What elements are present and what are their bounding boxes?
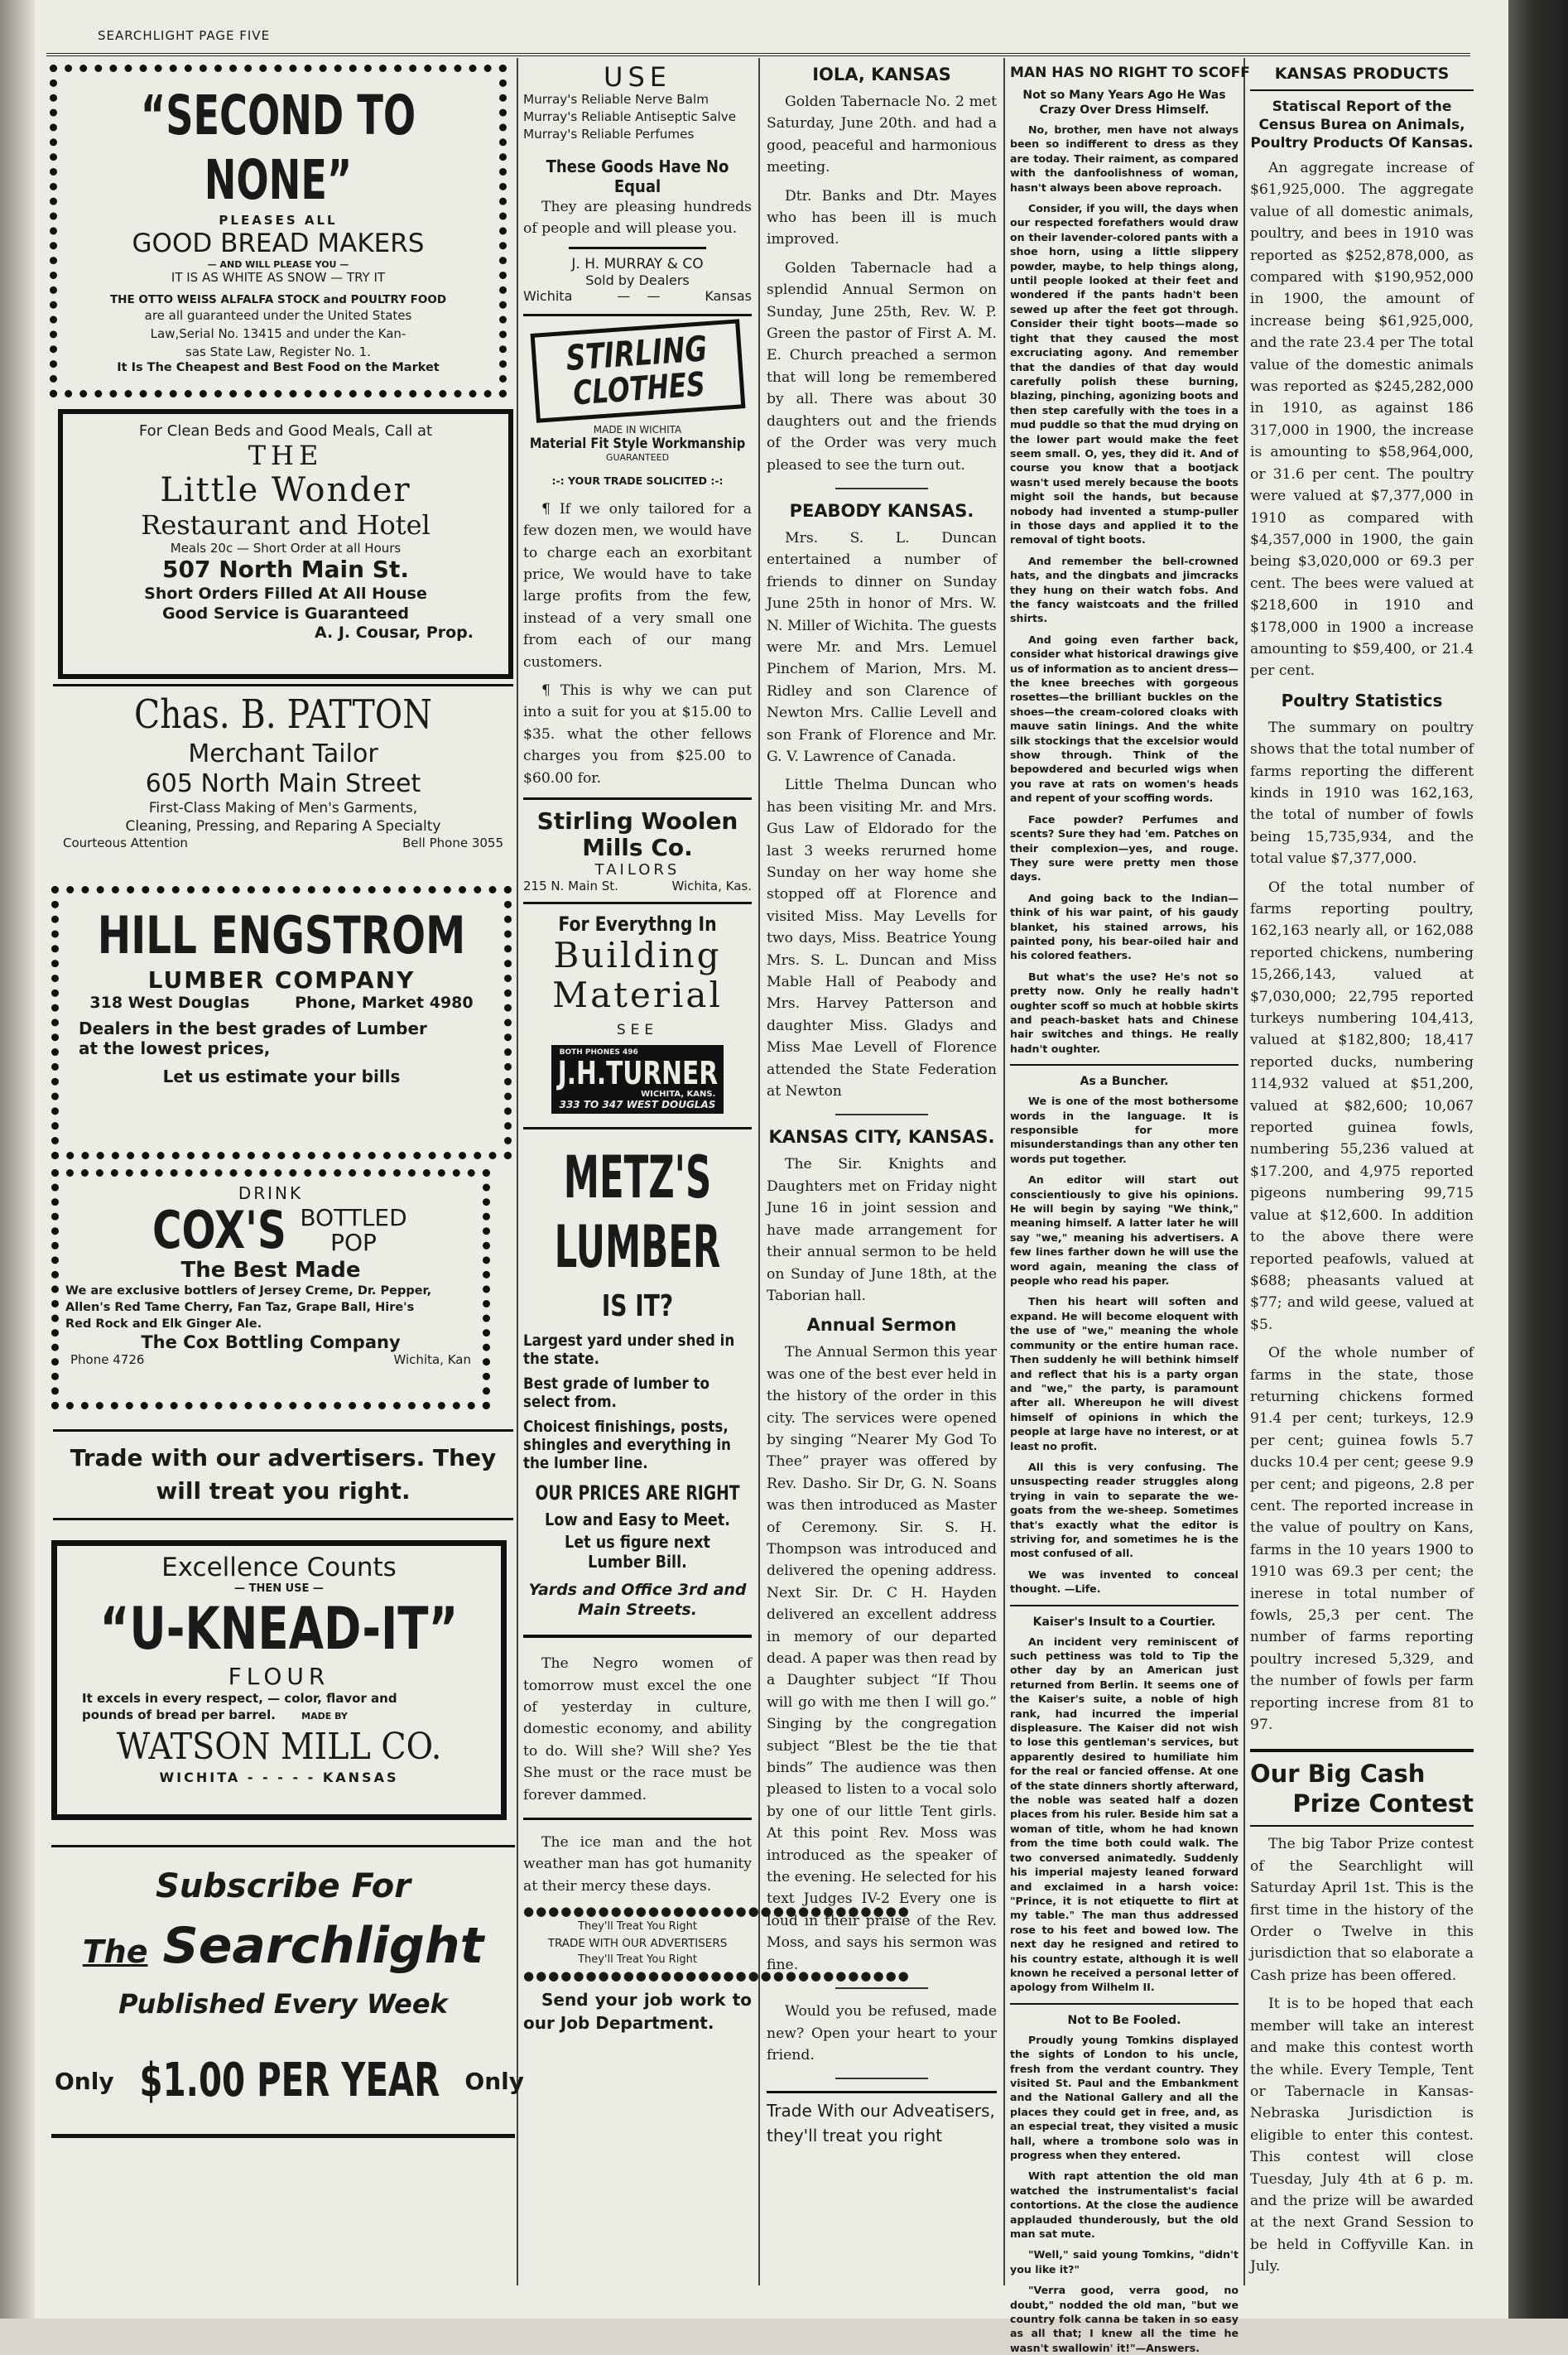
cox-footer (65, 1352, 476, 1367)
woolen-address-row (523, 879, 752, 893)
poultry-para: Of the whole number of farms in the state, those returning chickens formed 91.4 per cent; turkeys, 12.9 per cent; guinea fowls 5.7 ducks 10.4 per cent; geese 9.9 per cent; and pigeons, 2.8 per cent. The reported increase in the value of poultry on Kans, farms in the 10 years 1900 to 1910 was 69.3 per cent; the inerese in total number of fowls, 25,3 per cent. The number of farms reporting poultry incresed 5,329, and the number of fowls per farm reporting increse from 81 to 97. (1250, 1345, 1474, 1734)
hill-name: HILL ENGSTROM (97, 905, 466, 966)
stirling-material: Material Fit Style Workmanship (529, 435, 746, 452)
top-rule (46, 53, 1470, 56)
rule (835, 1114, 927, 1115)
stirling-logo-line1: STIRLING (564, 327, 709, 378)
trade-advertisers: TRADE WITH OUR ADVERTISERS (547, 1937, 728, 1951)
flour-line1: It excels in every respect, — color, flavor and (82, 1691, 397, 1706)
scoff-para: No, brother, men have not always been so indifferent to dress as they are today. Their raiment, as compared with the danfoolishness of woman, hasn't always been above reproach. (1010, 123, 1239, 194)
metz-figure: Let us figure next Lumber Bill. (565, 1532, 710, 1572)
poultry-para: Of the total number of farms reporting poultry, 162,163 nearly all, or 162,088 reported chickens, numbering 15,266,143, valued at $7,030,000; 22,795 reported turkeys numbering 104,413, valued at $182,800; 18,417 reported ducks, numbering 114,932 valued at $51,200, valued at $82,600; 10,067 reported guinea fowls, numbering 55,236 valued at $17.200, and 4,975 reported pigeons numbering 99,715 value at $12,600. In addition to the above there were reported peafowls, valued at $688; pheasants valued at $77; and wild geese, valued at $5. (1250, 879, 1474, 1333)
rule (523, 314, 752, 316)
turner-logo (523, 1045, 752, 1114)
patton-line1: First-Class Making of Men's Garments, (148, 800, 418, 816)
fooled-para: "Verra good, verra good, no doubt," nodded the old man, "but we country folk canna be taken in so easy as all that; I knew all the time he wasn't swallowin' it!"—Answers. (1010, 2284, 1239, 2354)
little-wonder-name: Little Wonder (160, 471, 411, 509)
subheading-scoff: Not so Many Years Ago He Was Crazy Over Dress Himself. (1022, 89, 1226, 117)
patton-trade: Merchant Tailor (188, 739, 378, 768)
scoff-para: Consider, if you will, the days when our respected forefathers would draw on their lavender-colored pants with a shoe horn, using a little slippery powder, maybe, to help things along, until people looked at their feet and wondered if the pants hadn't been sewed up after the feet got through. Consider their tight boots—made so tight that they caused the most excruciating agony. And remember that the dandies of that day would carefully polish these burning, blazing, pinching, agonizing boots and then step carefully with the toes in a mud puddle so that the mud drying on the lower part would make the feet seem small. O, yes, they did it. And of course you know that a bootjack wasn't used merely because the boots might soil the hands, but because nobody had invented a stump-puller in those days and applied it to the removal of tight boots. (1010, 202, 1239, 547)
cox-company: The Cox Bottling Company (141, 1332, 401, 1352)
little-wonder-line1: Short Orders Filled At All House (144, 585, 427, 603)
kc-para: The Sir. Knights and Daughters met on Friday night June 16 in joint session and have made arrangement for their annual sermon to be held on Sunday of June 18th, at the Taborian hall. (767, 1156, 997, 1304)
flour-excellence: Excellence Counts (161, 1553, 397, 1582)
bread-will-please: — AND WILL PLEASE YOU — (207, 259, 349, 270)
turner-phone: BOTH PHONES 496 (559, 1048, 638, 1057)
scoff-para: And remember the bell-crowned hats, and the dingbats and jimcracks they hung on their watch fobs. And the fancy waistcoats and the frilled shirts. (1010, 554, 1239, 625)
rule (569, 247, 706, 249)
heading-kansas-city: KANSAS CITY, KANSAS. (768, 1127, 995, 1148)
cox-name: COX'S (152, 1200, 287, 1260)
fooled-para: "Well," said young Tomkins, "didn't you like it?" (1010, 2248, 1239, 2276)
ad-u-knead-it (51, 1540, 507, 1820)
subscribe-price: $1.00 PER YEAR (139, 2054, 440, 2107)
metz-yards: Yards and Office 3rd and Main Streets. (528, 1581, 747, 1620)
woolen-tailors: TAILORS (594, 861, 681, 879)
subscribe-only-left: Only (55, 2067, 114, 2095)
buncher-para: We is one of the most bothersome words in the language. It is responsible for more misunderstandings than any other ten words put together. (1010, 1095, 1239, 1165)
stirling-made-in: MADE IN WICHITA (593, 423, 682, 436)
turner-material: Material (552, 975, 723, 1016)
page-header: SEARCHLIGHT PAGE FIVE (98, 28, 271, 43)
poultry-para: The summary on poultry shows that the total number of farms reporting the different kinds in 1910 was 162,163, the total of number of fowls being 15,735,934, and the total value $7,377,000. (1250, 719, 1474, 868)
little-wonder-the: THE (248, 440, 324, 471)
dot-border: ●●●●●●●●●●●●●●●●●●●●●●●●●●●●●●● (523, 1968, 911, 1984)
ad-hill-engstrom (51, 886, 512, 1159)
cox-phone: Phone 4726 (70, 1352, 145, 1367)
job-work: Send your job work to our Job Department. (523, 1990, 752, 2034)
little-wonder-address: 507 North Main St. (162, 556, 409, 583)
bread-headline: “SECOND TO NONE” (140, 84, 416, 212)
woolen-mills: Stirling Woolen Mills Co. (536, 807, 738, 862)
scoff-para: Face powder? Perfumes and scents? Sure they had 'em. Patches on their complexion—yes, and rouge. They sure were pretty men those days. (1010, 812, 1239, 884)
rule (523, 797, 752, 800)
rule (835, 488, 927, 489)
hill-line2: at the lowest prices, (79, 1038, 271, 1058)
patton-name: Chas. B. PATTON (134, 691, 432, 738)
subscribe-price-row (51, 2054, 524, 2107)
rule (767, 2091, 997, 2093)
bread-guarantee: are all guaranteed under the United States Law,Serial No. 13415 and under the Kan- sas State Law, Register No. 1. (144, 308, 412, 359)
flour-line2: pounds of bread per barrel. (82, 1707, 276, 1722)
murray-sold: Sold by Dealers (585, 272, 690, 288)
ad-cox (51, 1169, 490, 1409)
contest-para: The big Tabor Prize contest of the Searchlight will Saturday April 1st. This is the first time in the history of the Order o Twelve in this jurisdiction that so elaborate a Cash prize has been offered. (1250, 1836, 1474, 1984)
cox-best: The Best Made (180, 1258, 361, 1283)
murray-kansas: Kansas (705, 287, 752, 304)
bread-product: THE OTTO WEISS ALFALFA STOCK and POULTRY FOOD (109, 293, 447, 306)
hill-line1: Dealers in the best grades of Lumber (79, 1019, 427, 1038)
rule (1250, 89, 1474, 91)
bread-cheapest: It Is The Cheapest and Best Food on the Market (117, 361, 440, 374)
heading-poultry: Poultry Statistics (1281, 690, 1443, 710)
cox-title-row (65, 1200, 476, 1260)
woolen-address: 215 N. Main St. (523, 879, 618, 894)
metz-is-it: IS IT? (601, 1289, 674, 1324)
stirling-guaranteed: GUARANTEED (605, 451, 670, 463)
rule (1010, 2003, 1239, 2005)
murray-pleasing: They are pleasing hundreds of people and will please you. (523, 199, 752, 238)
rule (523, 1127, 752, 1129)
column-3 (767, 63, 997, 2290)
murray-city-row (523, 288, 752, 304)
scoff-para: And going back to the Indian—think of his war paint, of his gaudy blanket, his stained arrows, his painted pony, his bear-oiled hair and his colored feathers. (1010, 891, 1239, 962)
iola-para: Golden Tabernacle No. 2 met Saturday, June 20th. and had a good, peaceful and harmonious meeting. (767, 94, 997, 176)
rule (1250, 1749, 1474, 1752)
column-rule (517, 58, 518, 2285)
turner-see: SEE (616, 1022, 659, 1039)
heading-annual-sermon: Annual Sermon (806, 1315, 957, 1336)
treat-1: They'll Treat You Right (578, 1920, 697, 1934)
metz-lumber: LUMBER (554, 1213, 721, 1282)
cox-drink: DRINK (238, 1183, 304, 1203)
turner-everything: For Everythng In (558, 913, 717, 937)
heading-contest-1: Our Big Cash (1250, 1760, 1426, 1789)
iola-para: Golden Tabernacle had a splendid Annual Sermon on Sunday, June 25th, Rev. W. P. Green the pastor of First A. M. E. Church preached a sermon that will long be remembered by all. There was about 30 daughters out and the friends of the Order was very much pleased to see the turn out. (767, 259, 997, 474)
column-4 (1010, 63, 1250, 2354)
fooled-para: Proudly young Tomkins displayed the sights of London to his uncle, fresh from the verdant country. They visited St. Paul and the Embankment and the National Gallery and all the places they could get in free, and, as an especial treat, they visited a music hall, where a trombone solo was in progress when they entered. (1010, 2033, 1239, 2161)
contest-para: It is to be hoped that each member will take an interest and make this contest worth the while. Every Temple, Tent or Tabernacle in Kansas-Nebraska Jurisdiction is eligible to enter this contest. This contest will close Tuesday, July 4th at 6 p. m. and the prize will be awarded at the next Grand Session to be held in Coffyville Kan. in July. (1250, 1996, 1474, 2276)
scoff-para: But what's the use? He's not so pretty now. Only he really hadn't oughter scoff so much at hobble skirts and peach-basket hats and Chinese hair switches and things. He really hadn't oughter. (1010, 970, 1239, 1055)
patton-phone: Bell Phone 3055 (402, 836, 503, 850)
heading-fooled: Not to Be Fooled. (1067, 2013, 1181, 2027)
little-wonder-sub: Restaurant and Hotel (141, 509, 430, 541)
patton-courteous: Courteous Attention (63, 836, 188, 850)
hill-address-row (67, 994, 496, 1012)
subscribe-weekly: Published Every Week (118, 1988, 448, 2020)
woolen-city: Wichita, Kas. (671, 879, 752, 894)
little-wonder-intro: For Clean Beds and Good Meals, Call at (138, 422, 433, 440)
column-rule (1003, 58, 1005, 2285)
stirling-logo-box (530, 319, 745, 422)
buncher-para: We was invented to conceal thought. —Life. (1010, 1568, 1239, 1596)
heading-kaiser: Kaiser's Insult to a Courtier. (1032, 1615, 1216, 1629)
heading-kansas-products: KANSAS PRODUCTS (1274, 65, 1450, 83)
murray-products: Murray's Reliable Nerve Balm Murray's Reliable Antiseptic Salve Murray's Reliable Perfumes (523, 92, 737, 142)
ad-subscribe (51, 1845, 524, 2184)
metz-prices: OUR PRICES ARE RIGHT (535, 1481, 740, 1505)
page-gutter-left (0, 0, 35, 2319)
flour-city: WICHITA - - - - - KANSAS (159, 1770, 399, 1785)
metz-features: Largest yard under shed in the state. Best grade of lumber to select from. Choicest finishings, posts, shingles and everything in the lumber line. (523, 1332, 735, 1473)
murray-use: USE (604, 61, 671, 93)
stirling-para2: ¶ This is why we can put into a suit for you at $15.00 to $35. what the other fellows charges you from $25.00 to $60.00 for. (523, 682, 752, 787)
murray-equal: These Goods Have No Equal (546, 157, 729, 196)
rule (835, 1987, 927, 1989)
ad-little-wonder (58, 409, 513, 679)
patton-address: 605 North Main Street (145, 769, 421, 798)
stirling-solicited: :-: YOUR TRADE SOLICITED :-: (551, 474, 724, 487)
bread-pleases: PLEASES ALL (219, 213, 338, 228)
rule (523, 902, 752, 904)
flour-word: FLOUR (228, 1663, 330, 1690)
flour-made-by: MADE BY (301, 1711, 348, 1722)
patton-footer (53, 836, 513, 850)
rule (1250, 1825, 1474, 1827)
stirling-logo-line2: CLOTHES (571, 365, 706, 413)
treat-2: They'll Treat You Right (578, 1953, 697, 1967)
metz-name: METZ'S (563, 1144, 712, 1212)
rule (1010, 1064, 1239, 1066)
kaiser-para: An incident very reminiscent of such pettiness was told to Tip the other day by an American just returned from Berlin. It seems one of the Kaiser's suite, a noble of high rank, had incurred the imperial displeasure. The Kaiser did not wish to lose this gentleman's services, but apparently desired to humiliate him for the real or fancied offense. At one of the state dinners shortly afterward, the noble was seated half a dozen places from his ruler. Beside him sat a woman of title, whom he had known from the time both could walk. The two conversed animatedly. Suddenly his imperial majesty leaned forward and exclaimed in a harsh voice: "Prince, it is not etiquette to flirt at my table." The man thus addressed rose to his feet and bowed low. The next day he resigned and retired to his country estate, although it is well known he received a personal letter of apology from Wilhelm II. (1010, 1635, 1239, 1994)
heading-iola: IOLA, KANSAS (812, 65, 951, 84)
hill-company: LUMBER COMPANY (147, 966, 416, 994)
rule (1010, 1605, 1239, 1606)
ad-patton (53, 684, 513, 878)
column-rule (758, 58, 760, 2285)
murray-dash: — — (617, 287, 661, 304)
buncher-para: Then his heart will soften and expand. He will become eloquent with the use of "we," meaning the whole community or the entire human race. Then suddenly he will bethink himself and reflect that his is a party organ and "we," the party, is paramount after all. Whereupon he will divest himself of opinions in which the people at large have no interest, or at least no profit. (1010, 1295, 1239, 1452)
trade-notice: Trade with our advertisers. They will treat you right. (53, 1429, 513, 1520)
metz-low: Low and Easy to Meet. (545, 1510, 730, 1530)
cox-lines: We are exclusive bottlers of Jersey Creme, Dr. Pepper, Allen's Red Tame Cherry, Fan Taz, Grape Ball, Hire's Red Rock and Elk Ginger Ale. (65, 1284, 432, 1331)
flour-then-use: — THEN USE — (234, 1582, 324, 1595)
turner-address: 333 TO 347 WEST DOUGLAS (559, 1099, 716, 1111)
cox-city: Wichita, Kan (393, 1352, 471, 1367)
subscribe-the: The (82, 1934, 148, 1970)
murray-company: J. H. MURRAY & CO (571, 255, 704, 272)
page-gutter-right (1508, 0, 1568, 2319)
flour-mill: WATSON MILL CO. (116, 1726, 442, 1768)
cox-bottled-pop: BOTTLED POP (300, 1204, 407, 1256)
fooled-para: With rapt attention the old man watched the instrumentalist's facial contortions. At the close the audience applauded thunderously, but the old man sat mute. (1010, 2170, 1239, 2241)
turner-logo-box (551, 1045, 724, 1114)
products-para: An aggregate increase of $61,925,000. The aggregate value of all domestic animals, poultry, and bees in 1910 was reported as $252,878,000, as compared with $190,952,000 in 1900, the amount of increase being $61,925,000, and the rate 23.4 per The total value of the domestic animals was reported as $245,282,000 in 1910, as against 186 317,000 in 1900, the increase is amounting to $58,964,000, or 31.6 per cent. The poultry were valued at $7,377,000 in 1910 as compared with $4,357,000 in 1900, the gain being $3,020,000 or 69.3 per cent. The bees were valued at $218,600 in 1910 and $178,000 in 1900 a increase amounting to $59,400, or 21.4 per cent. (1250, 160, 1474, 680)
peabody-para: Mrs. S. L. Duncan entertained a number of friends to dinner on Sunday June 25th in honor of Mrs. W. N. Miller of Wichita. The guests were Mr. and Mrs. Lemuel Pinchem of Marion, Mrs. M. Ridley and son Clarence of Newton Mrs. Callie Levell and son Frank of Florence and Mr. G. V. Lawrence of Canada. (767, 529, 997, 765)
stirling-para1: ¶ If we only tailored for a few dozen men, we would have to charge each an exorbitant price, We would have to take large profits from the few, instead of a very small one from each of our mang customers. (523, 500, 752, 671)
turner-city: WICHITA, KANS. (641, 1090, 716, 1100)
little-wonder-meals: Meals 20c — Short Order at all Hours (170, 541, 402, 556)
flour-name: “U-KNEAD-IT” (99, 1595, 459, 1663)
scoff-para: And going even farther back, consider what historical drawings give us of information as to ancient dress—the knee breeches with gorgeous rosettes—the brilliant buckles on the shoes—the cream-colored cloaks with mauve satin linings. And the white silk stockings that the excelsior would show through. Think of the bepowdered and becurled wigs when you rave at rats on women's heads and repent of your scoffing words. (1010, 633, 1239, 805)
little-wonder-line2: Good Service is Guaranteed (161, 604, 410, 623)
rule (523, 1635, 752, 1638)
buncher-para: All this is very confusing. The unsuspecting reader struggles along trying in vain to separate the we-goats from the we-sheep. Sometimes that's exactly what the editor is striving for, and sometimes he is the most confused of all. (1010, 1460, 1239, 1560)
column-rule (1243, 58, 1245, 2285)
murray-wichita: Wichita (523, 287, 573, 304)
heading-contest-2: Prize Contest (1292, 1789, 1474, 1818)
dot-border: ●●●●●●●●●●●●●●●●●●●●●●●●●●●●●●● (523, 1904, 911, 1919)
heading-buncher: As a Buncher. (1080, 1075, 1169, 1089)
stirling-logo (523, 326, 752, 416)
bread-white: IT IS AS WHITE AS SNOW — TRY IT (171, 270, 386, 285)
buncher-para: An editor will start out conscientiously to give his opinions. He will begin by saying "We think," meaning himself. A latter later he will say "we," meaning his advertisers. A few lines farther down he will use the word again, meaning the class of people who read his paper. (1010, 1173, 1239, 1288)
heading-scoff: MAN HAS NO RIGHT TO SCOFF (1010, 65, 1250, 81)
hill-line3: Let us estimate your bills (162, 1067, 401, 1086)
rule (523, 1818, 752, 1820)
hill-address: 318 West Douglas (89, 994, 250, 1012)
patton-line2: Cleaning, Pressing, and Reparing A Specialty (125, 818, 441, 835)
subscribe-line1: Subscribe For (156, 1867, 411, 1905)
ad-bread (50, 65, 507, 397)
iola-para: Dtr. Banks and Dtr. Mayes who has been ill is much improved. (767, 187, 997, 248)
turner-name: J.H.TURNER (557, 1055, 718, 1092)
negro-women: The Negro women of tomorrow must excel the one of yesterday in culture, domestic economy, and ability to do. Will she? Will she? Yes She must or the race must be forever dammed. (523, 1655, 752, 1804)
subscribe-only-right: Only (464, 2067, 524, 2095)
subscribe-rule (51, 2134, 515, 2138)
column-5 (1250, 63, 1474, 2290)
refused-para: Would you be refused, made new? Open your heart to your friend. (767, 2003, 997, 2064)
flour-line2-row (65, 1707, 493, 1725)
turner-building: Building (553, 935, 722, 976)
rule (835, 2078, 927, 2079)
heading-census-report: Statiscal Report of the Census Burea on Animals, Poultry Products Of Kansas. (1250, 99, 1474, 152)
trade-footer: Trade With our Adveatisers, they'll treat you right (767, 2101, 995, 2146)
hill-phone: Phone, Market 4980 (295, 994, 474, 1012)
heading-peabody: PEABODY KANSAS. (789, 500, 974, 521)
subscribe-paper: Searchlight (162, 1917, 484, 1975)
ice-man: The ice man and the hot weather man has got humanity at their mercy these days. (523, 1833, 752, 1895)
annual-para: The Annual Sermon this year was one of the best ever held in the history of the order in this city. The services were opened by singing “Nearer My God To Thee” prayer was offered by Rev. Dasho. Sir Dr, G. N. Soans was then introduced as Master of Ceremony. Sir. S. H. Thompson was introduced and delivered the opening address. Next Sir. Dr. C H. Hayden delivered an excellent address in memory of our departed dead. A paper was then read by a Daughter subject “If Thou will go with me then I will go.” Singing by the congregation subject “Blest be the tie that binds” The audience was then pleased to listen to a vocal solo by one of our little Tent girls. At this point Rev. Moss was introduced as the speaker of the evening. He selected for his text Judges IV-2 Every one is loud in their praise of the Rev. Moss, and says his sermon was fine. (767, 1344, 997, 1973)
bread-brand: GOOD BREAD MAKERS (132, 229, 425, 258)
subscribe-title-row (51, 1917, 515, 1975)
little-wonder-prop: A. J. Cousar, Prop. (314, 624, 474, 642)
peabody-para: Little Thelma Duncan who has been visiting Mr. and Mrs. Gus Law of Eldorado for the last 3 weeks rerurned home Sunday on her way home she stopped off at Florence and visited Miss. May Levells for two days, Miss. Beatrice Young Mrs. S. L. Duncan and Miss Mable Hall of Peabody and Mrs. Harvey Patterson and daughter Miss. Gladys and Miss Mae Levell of Florence attended the State Federation at Newton (767, 777, 997, 1100)
